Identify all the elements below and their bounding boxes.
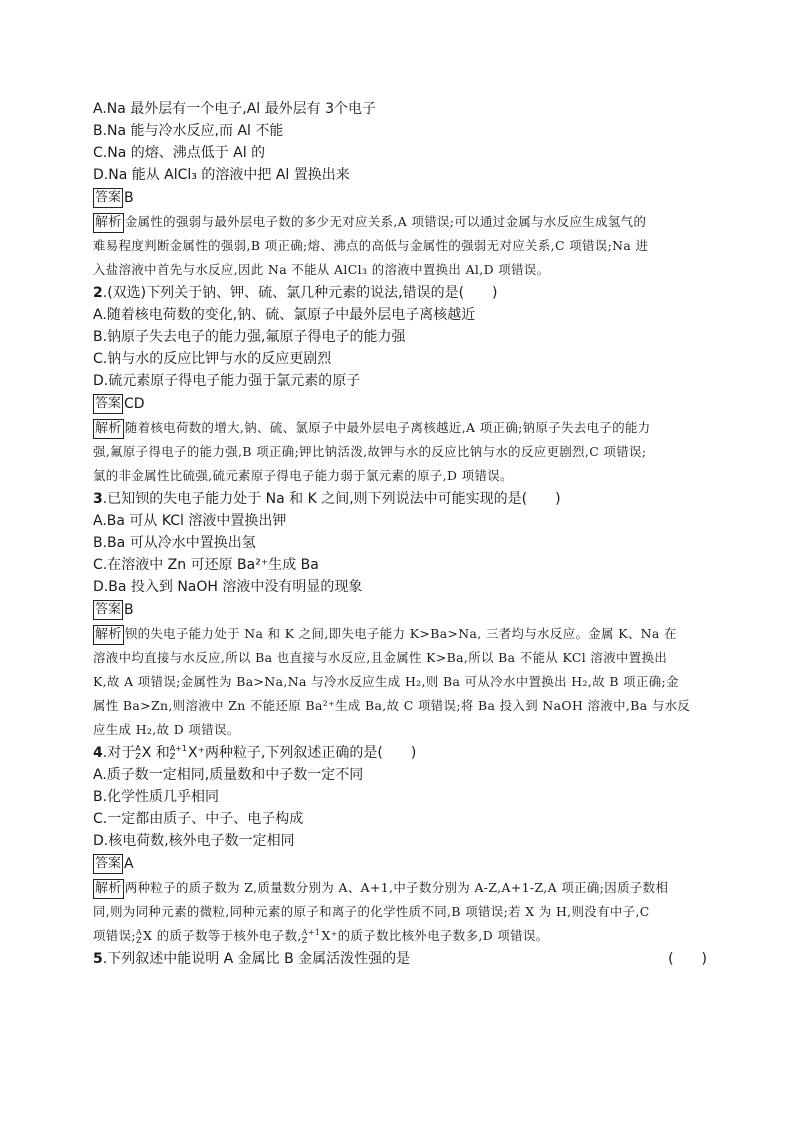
q5-answer-blank: ( ) <box>668 951 707 967</box>
q5-stem <box>93 948 707 970</box>
q4-expl-text-b: X 的质子数等于核外电子数, <box>143 928 302 943</box>
q2-option-d: D.硫元素原子得电子能力强于氯元素的原子 <box>93 373 361 389</box>
q4-stem <box>93 742 707 764</box>
q4-option-d: D.核电荷数,核外电子数一定相同 <box>93 833 295 849</box>
q3-option-d: D.Ba 投入到 NaOH 溶液中没有明显的现象 <box>93 579 363 595</box>
q4-text-b: X 和 <box>141 745 170 761</box>
q3-expl-line-2: 溶液中均直接与水反应,所以 Ba 也直接与水反应,且金属性 K>Ba,所以 Ba 不能从 KCl 溶液中置换出 <box>93 650 668 665</box>
isotope-notation-a1z: A+1 Z <box>169 744 187 761</box>
q1-answer-value: B <box>124 190 134 206</box>
answer-label: 答案 <box>93 188 123 208</box>
q4-expl-line-3 <box>93 924 707 948</box>
q2-expl-line-2: 强,氟原子得电子的能力强,B 项正确;钾比钠活泼,故钾与水的反应比钠与水的反应更剧烈,C 项错误; <box>93 444 647 459</box>
q1-expl-line-2: 难易程度判断金属性的强弱,B 项正确;熔、沸点的高低与金属性的强弱无对应关系,C 项错误;Na 进 <box>93 238 649 253</box>
q3-stem <box>93 488 707 510</box>
isotope-notation-a1z: A+1 Z <box>301 927 321 945</box>
q2-number: 2 <box>93 285 103 301</box>
q2-answer-value: CD <box>124 396 145 412</box>
explanation-label: 解析 <box>93 625 124 645</box>
q3-expl-line-3: K,故 A 项错误;金属性为 Ba>Na,Na 与冷水反应生成 H₂,则 Ba 可从冷水中置换出 H₂,故 B 项正确;金 <box>93 674 679 689</box>
q4-option-a: A.质子数一定相同,质量数和中子数一定不同 <box>93 767 364 783</box>
q4-expl-text-a: 项错误; <box>93 928 136 943</box>
q5-text: .下列叙述中能说明 A 金属比 B 金属活泼性强的是 <box>102 951 411 967</box>
q2-expl-line-1: 随着核电荷数的增大,钠、硫、氯原子中最外层电子离核越近,A 项正确;钠原子失去电子的能力 <box>124 420 651 435</box>
q2-stem <box>93 282 707 304</box>
q3-explanation <box>93 622 707 742</box>
q4-answer-value: A <box>124 856 134 872</box>
q3-answer-value: B <box>124 602 134 618</box>
q1-option-a: A.Na 最外层有一个电子,Al 最外层有 3个电子 <box>93 101 377 117</box>
q4-answer <box>93 852 707 876</box>
q2-option-c: C.钠与水的反应比钾与水的反应更剧烈 <box>93 351 332 367</box>
q1-option-b: B.Na 能与冷水反应,而 Al 不能 <box>93 123 284 139</box>
q1-option-c: C.Na 的熔、沸点低于 Al 的 <box>93 145 266 161</box>
q3-option-b: B.Ba 可从冷水中置换出氢 <box>93 535 256 551</box>
explanation-label: 解析 <box>93 879 124 899</box>
isotope-notation-az: A Z <box>135 927 143 945</box>
answer-label: 答案 <box>93 394 123 414</box>
q2-option-b: B.钠原子失去电子的能力强,氟原子得电子的能力强 <box>93 329 406 345</box>
document-page <box>93 98 707 970</box>
q3-number: 3 <box>93 491 103 507</box>
explanation-label: 解析 <box>93 213 124 233</box>
q1-expl-line-1: 金属性的强弱与最外层电子数的多少无对应关系,A 项错误;可以通过金属与水反应生成氢气的 <box>124 214 647 229</box>
q1-explanation <box>93 210 707 282</box>
q1-expl-line-3: 入盐溶液中首先与水反应,因此 Na 不能从 AlCl₃ 的溶液中置换出 Al,D 项错误。 <box>93 262 550 277</box>
q2-expl-line-3: 氯的非金属性比硫强,硫元素原子得电子能力弱于氯元素的原子,D 项错误。 <box>93 468 513 483</box>
answer-label: 答案 <box>93 600 123 620</box>
q2-text: .(双选)下列关于钠、钾、硫、氯几种元素的说法,错误的是( ) <box>102 285 498 301</box>
q3-option-a: A.Ba 可从 KCl 溶液中置换出钾 <box>93 513 287 529</box>
q4-expl-line-2: 同,则为同种元素的微粒,同种元素的原子和离子的化学性质不同,B 项错误;若 X 为 H,则没有中子,C <box>93 904 650 919</box>
q4-expl-text-c: X⁺的质子数比核外电子数多,D 项错误。 <box>321 928 549 943</box>
isotope-notation-az: A Z <box>135 744 141 761</box>
q4-text-c: X⁺两种粒子,下列叙述正确的是( ) <box>188 745 417 761</box>
q2-option-a: A.随着核电荷数的变化,钠、硫、氯原子中最外层电子离核越近 <box>93 307 476 323</box>
q4-text-a: .对于 <box>102 745 136 761</box>
q4-option-c: C.一定都由质子、中子、电子构成 <box>93 811 304 827</box>
q4-number: 4 <box>93 745 103 761</box>
q3-expl-line-1: 钡的失电子能力处于 Na 和 K 之间,即失电子能力 K>Ba>Na, 三者均与水反应。金属 K、Na 在 <box>124 626 677 641</box>
q1-options <box>93 98 707 186</box>
q3-expl-line-4: 属性 Ba>Zn,则溶液中 Zn 不能还原 Ba²⁺生成 Ba,故 C 项错误;将 Ba 投入到 NaOH 溶液中,Ba 与水反 <box>93 698 691 713</box>
q4-expl-line-1: 两种粒子的质子数为 Z,质量数分别为 A、A+1,中子数分别为 A-Z,A+1-Z,A 项正确;因质子数相 <box>124 880 669 895</box>
q2-answer <box>93 392 707 416</box>
q3-text: .已知钡的失电子能力处于 Na 和 K 之间,则下列说法中可能实现的是( ) <box>102 491 561 507</box>
q3-expl-line-5: 应生成 H₂,故 D 项错误。 <box>93 722 240 737</box>
explanation-label: 解析 <box>93 419 124 439</box>
answer-label: 答案 <box>93 854 123 874</box>
q2-explanation <box>93 416 707 488</box>
q5-number: 5 <box>93 951 103 967</box>
q1-answer <box>93 186 707 210</box>
q4-option-b: B.化学性质几乎相同 <box>93 789 220 805</box>
q3-answer <box>93 598 707 622</box>
q4-explanation <box>93 876 707 948</box>
q3-option-c: C.在溶液中 Zn 可还原 Ba²⁺生成 Ba <box>93 557 319 573</box>
q1-option-d: D.Na 能从 AlCl₃ 的溶液中把 Al 置换出来 <box>93 167 350 183</box>
